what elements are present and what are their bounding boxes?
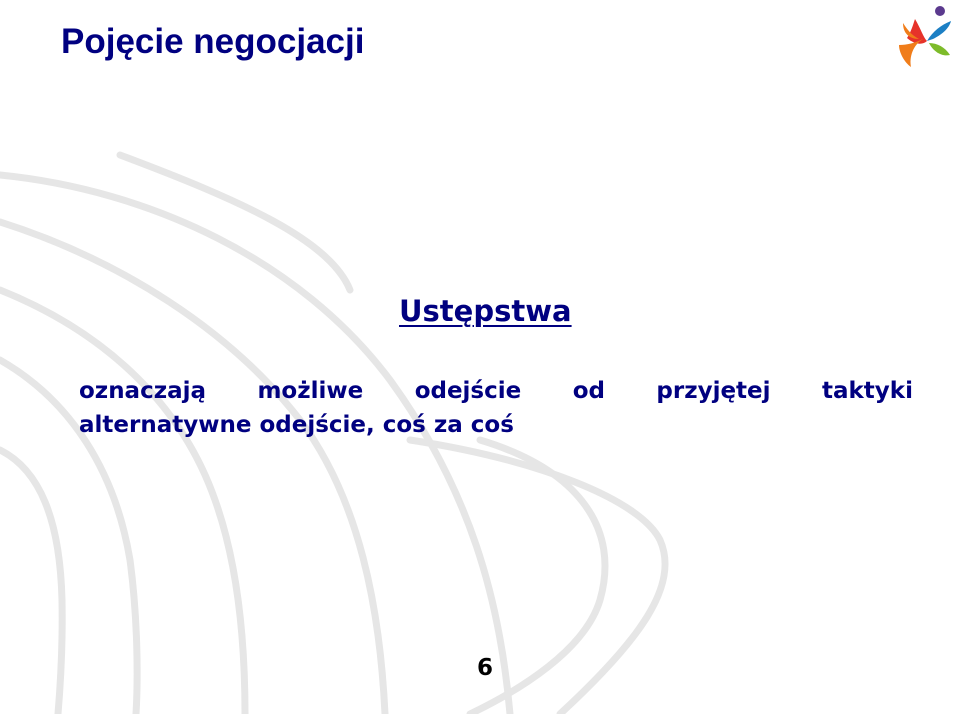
paragraph-word: możliwe	[257, 378, 364, 404]
paragraph-word: przyjętej	[656, 378, 771, 404]
paragraph-word: od	[572, 378, 605, 404]
page-number: 6	[476, 655, 493, 681]
section-heading: Ustępstwa	[399, 294, 572, 328]
paragraph-line-1	[79, 374, 913, 408]
body-paragraph	[79, 374, 913, 442]
paragraph-word: oznaczają	[79, 378, 207, 404]
paragraph-word: odejście	[414, 378, 522, 404]
x-figure-logo-icon	[893, 5, 953, 69]
paragraph-line-2: alternatywne odejście, coś za coś	[79, 412, 514, 438]
paragraph-word: taktyki	[821, 378, 913, 404]
slide-title: Pojęcie negocjacji	[61, 22, 365, 61]
